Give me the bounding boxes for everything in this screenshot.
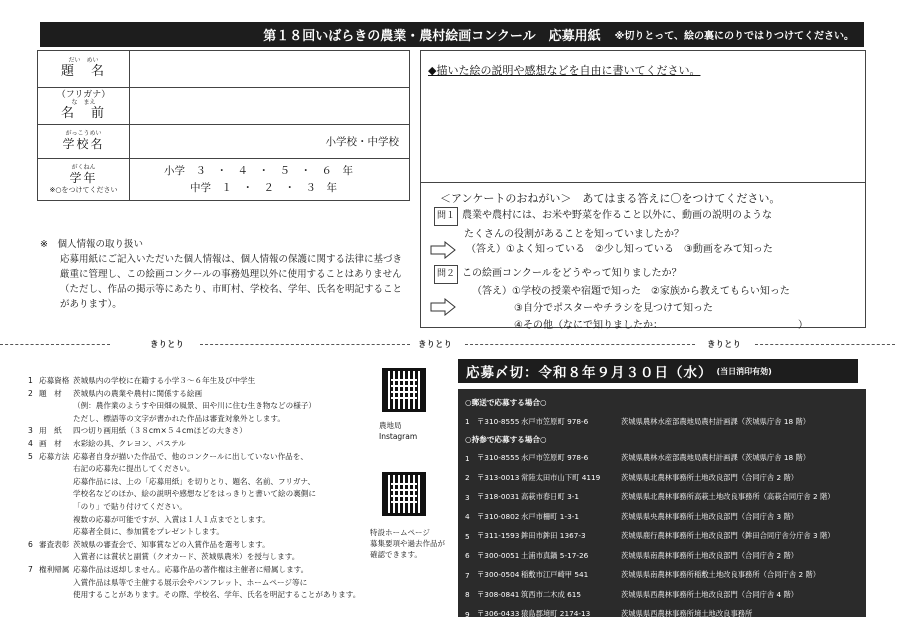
header-banner <box>40 22 864 47</box>
guideline-value: 茨城県内の農業や農村に関係する絵画 <box>73 388 203 398</box>
postal-code: 〒310-0802 <box>477 511 520 521</box>
guideline-number <box>28 413 39 426</box>
guideline-key: 題 材 <box>39 388 62 398</box>
q2-number: 問２ <box>434 265 458 284</box>
title-field[interactable] <box>130 51 410 88</box>
privacy-heading: ※ 個人情報の取り扱い <box>40 239 143 250</box>
grade-field[interactable] <box>130 159 410 201</box>
guideline-value: 応募作品は返却しません。応募作品の著作権は主催者に帰属します。 <box>73 564 309 574</box>
guideline-key: 画 材 <box>39 438 62 448</box>
office-name: 茨城県県北農林事務所土地改良部門（合同庁舎 2 階） <box>621 472 799 482</box>
qr-label-1b: Instagram <box>379 432 418 441</box>
form-title: 第１８回いばらきの農業・農村絵画コンクール 応募用紙 <box>263 29 601 44</box>
qr-label-2c: 確認できます。 <box>370 550 422 559</box>
address-row <box>465 507 859 527</box>
guideline-value: 四つ切り画用紙（３８cm×５４cmほどの大きさ） <box>73 426 247 436</box>
guideline-key: 権利帰属 <box>39 564 70 574</box>
guideline-row <box>28 375 388 388</box>
guideline-value: （例：農作業のようすや田畑の風景、田や川に住む生き物などの様子） <box>73 401 316 411</box>
q2-text: この絵画コンクールをどうやって知りましたか？ <box>462 268 682 279</box>
postal-code: 〒310-8555 <box>477 416 520 426</box>
guideline-key <box>39 400 73 413</box>
q1-number: 問１ <box>434 207 458 226</box>
entry-form <box>37 50 410 201</box>
address-row <box>465 488 859 508</box>
postal-code: 〒300-0051 <box>477 550 520 560</box>
office-name: 茨城県農林水産部農地局農村計画課（茨城県庁舎 18 階） <box>621 453 811 463</box>
guideline-number: 1 <box>28 376 33 385</box>
title-label-cell <box>38 51 130 88</box>
office-name: 茨城県鹿行農林事務所土地改良部門（鉾田合同庁舎分庁舎 3 階） <box>621 531 835 541</box>
guideline-number: 5 <box>28 451 33 461</box>
guideline-number: 2 <box>28 388 33 398</box>
guideline-number: 4 <box>28 438 33 448</box>
street-address: 土浦市真鍋 5-17-26 <box>521 550 589 560</box>
qr-label-2b: 募集要項や過去作品が <box>370 539 445 548</box>
grade-elementary[interactable]: 小学 ３ ・ ４ ・ ５ ・ ６ 年 <box>164 164 353 177</box>
street-address: 水戸市笠原町 978-6 <box>521 416 589 426</box>
office-name: 茨城県農林水産部農地局農村計画課（茨城県庁舎 18 階） <box>621 416 811 426</box>
deadline-banner <box>458 359 858 383</box>
office-name: 茨城県県央農林事務所土地改良部門（合同庁舎 3 階） <box>621 511 799 521</box>
address-row <box>465 527 859 547</box>
office-name: 茨城県県北農林事務所高萩土地改良事務所（高萩合同庁舎 2 階） <box>621 492 835 502</box>
guideline-number <box>28 551 39 564</box>
guideline-number <box>28 514 39 527</box>
guideline-number: 7 <box>28 564 33 574</box>
postal-code: 〒311-1593 <box>477 531 520 541</box>
office-name: 茨城県県西農林事務所土地改良部門（合同庁舎 4 階） <box>621 589 799 599</box>
address-index: 8 <box>465 590 470 600</box>
free-comment-prompt: ◆描いた絵の説明や感想などを自由に書いてください。 <box>428 64 701 77</box>
form-instruction: ※切りとって、絵の裏にのりではりつけてください。 <box>614 31 854 42</box>
cut-line <box>0 344 110 345</box>
guideline-row <box>28 388 388 401</box>
guideline-row <box>28 551 388 564</box>
qr-label-website <box>370 527 445 560</box>
guideline-value: ただし、標語等の文字が書かれた作品は審査対象外とします。 <box>73 413 286 423</box>
address-row <box>465 468 859 488</box>
address-index: 4 <box>465 512 470 522</box>
address-row <box>465 585 859 605</box>
bring-heading: ○持参で応募する場合○ <box>465 434 547 444</box>
address-row <box>465 605 859 625</box>
name-field[interactable] <box>130 88 410 125</box>
guideline-number <box>28 476 39 489</box>
guideline-key <box>39 413 73 426</box>
street-address: 高萩市春日町 3-1 <box>521 492 580 502</box>
guideline-value: 入賞者には賞状と副賞（クオカード、茨城県農米）を授与します。 <box>73 552 300 562</box>
guideline-row <box>28 438 388 451</box>
address-row <box>465 412 859 432</box>
title-label: 題 名 <box>60 63 106 79</box>
address-row <box>465 546 859 566</box>
cut-label: きりとり <box>707 340 742 350</box>
guideline-number <box>28 488 39 501</box>
guideline-row <box>28 514 388 527</box>
guideline-value: 応募作品には、上の「応募用紙」を切りとり、題名、名前、フリガナ、 <box>73 476 316 486</box>
name-label-cell <box>38 88 130 125</box>
address-index: 2 <box>465 473 470 483</box>
deadline-text: 応募〆切：令和８年９月３０日（水） <box>466 365 713 381</box>
q2-answer-line1[interactable]: （答え）①学校の授業や宿題で知った ②家族から教えてもらい知った <box>472 286 790 297</box>
mail-address-list <box>465 412 859 432</box>
qr-code-website[interactable] <box>382 472 426 516</box>
postal-code: 〒308-0841 <box>477 589 520 599</box>
street-address: 水戸市笠原町 978-6 <box>521 453 589 463</box>
guideline-row <box>28 526 388 539</box>
arrow-right-icon <box>430 241 456 259</box>
address-index: 3 <box>465 492 470 502</box>
cut-label: きりとり <box>150 340 185 350</box>
guideline-row <box>28 400 388 413</box>
privacy-notice <box>40 237 410 312</box>
office-name: 茨城県県南農林事務所土地改良部門（合同庁舎 2 階） <box>621 550 799 560</box>
guideline-number <box>28 463 39 476</box>
question-2 <box>434 265 682 284</box>
guideline-key <box>39 476 73 489</box>
street-address: 猿島郡境町 2174-13 <box>521 609 591 619</box>
deadline-note: (当日消印有効) <box>716 366 772 376</box>
street-address: 鉾田市鉾田 1367-3 <box>521 531 586 541</box>
survey-title: ＜アンケートのおねがい＞ あてはまる答えに〇をつけてください。 <box>440 192 781 205</box>
name-label: 名 前 <box>60 106 106 122</box>
guideline-key <box>39 514 73 527</box>
address-index: 7 <box>465 570 470 580</box>
qr-label-1a: 農地局 <box>379 421 402 430</box>
guideline-value: 使用することがあります。その際、学校名、学年、氏名を明記することがあります。 <box>73 590 361 600</box>
guideline-value: 水彩絵の具、クレヨン、パステル <box>73 438 186 448</box>
postal-code: 〒318-0031 <box>477 492 520 502</box>
guideline-key: 審査表彰 <box>39 539 70 549</box>
guideline-number <box>28 526 39 539</box>
street-address: 筑西市二木成 615 <box>521 589 582 599</box>
grade-label: 学年 <box>69 171 98 186</box>
guideline-row <box>28 463 388 476</box>
postal-code: 〒310-8555 <box>477 453 520 463</box>
guideline-value: 茨城県の審査会で、知事賞などの入賞作品を選考します。 <box>73 539 270 549</box>
divider <box>421 182 865 183</box>
street-address: 常陸太田市山下町 4119 <box>521 472 601 482</box>
postal-code: 〒300-0504 <box>477 570 520 580</box>
guideline-row <box>28 564 388 577</box>
grade-junior-high[interactable]: 中学 １ ・ ２ ・ ３ 年 <box>190 181 337 194</box>
title-ruby: だい めい <box>68 57 99 65</box>
grade-ruby: がくねん <box>71 164 96 172</box>
q1-text-line1: 農業や農村には、お米や野菜を作ること以外に、動画の説明のような <box>462 210 773 221</box>
address-row <box>465 566 859 586</box>
grade-note: ※○をつけてください <box>49 185 118 194</box>
qr-label-instagram <box>379 420 417 442</box>
guideline-key: 応募資格 <box>39 376 70 385</box>
cut-line <box>755 344 895 345</box>
guideline-key <box>39 463 73 476</box>
q2-answer-options[interactable] <box>472 283 808 334</box>
office-name: 茨城県県南農林事務所稲敷土地改良事務所（合同庁舎 2 階） <box>621 570 820 580</box>
q1-answer-options[interactable]: （答え）①よく知っている ②少し知っている ③動画をみて知った <box>466 244 773 255</box>
guideline-key <box>39 488 73 501</box>
address-index: 1 <box>465 417 470 427</box>
guideline-value: 「のり」で貼り付けてください。 <box>73 501 187 511</box>
guideline-key <box>39 501 73 514</box>
guideline-row <box>28 589 388 602</box>
qr-label-2a: 特設ホームページ <box>370 528 430 537</box>
guideline-key <box>39 551 73 564</box>
guideline-key: 応募方法 <box>39 451 70 461</box>
guideline-number: 3 <box>28 426 33 436</box>
guideline-value: 入賞作品は県等で主催する展示会やパンフレット、ホームページ等に <box>73 577 308 587</box>
application-guidelines <box>28 375 388 602</box>
guideline-row <box>28 425 388 438</box>
q1-text-line2: たくさんの役割があることを知っていましたか？ <box>464 229 684 240</box>
guideline-key: 用 紙 <box>39 426 62 436</box>
guideline-number <box>28 577 39 590</box>
qr-code-instagram[interactable] <box>382 368 426 412</box>
school-suffix: 小学校・中学校 <box>325 136 399 148</box>
privacy-body: 応募用紙にご記入いただいた個人情報は、個人情報の保護に関する法律に基づき厳重に管理し、この絵画コンクールの事務処理以外に使用することはありません（ただし、作品の掲示等にあたり、市町村、学校名、学年、氏名を明記することがあります）。 <box>60 254 403 310</box>
cut-line <box>465 344 695 345</box>
guideline-row <box>28 577 388 590</box>
question-1 <box>434 207 854 243</box>
address-index: 9 <box>465 609 470 619</box>
guideline-row <box>28 413 388 426</box>
guideline-number: 6 <box>28 539 33 549</box>
guideline-value: 応募者全員に、参加賞をプレゼントします。 <box>73 527 224 537</box>
guideline-row <box>28 476 388 489</box>
q2-answer-line2[interactable]: ③自分でポスターやチラシを見つけて知った <box>514 303 713 314</box>
school-label-cell <box>38 125 130 159</box>
postal-code: 〒313-0013 <box>477 472 520 482</box>
cut-line <box>200 344 410 345</box>
guideline-value: 右記の応募先に提出してください。 <box>73 464 195 474</box>
guideline-value: 応募者自身が描いた作品で、他のコンクールに出していない作品を、 <box>73 451 308 461</box>
school-ruby: がっこうめい <box>65 130 102 138</box>
guideline-key <box>39 526 73 539</box>
guideline-value: 複数の応募が可能ですが、入賞は１人１点までとします。 <box>73 514 270 524</box>
guideline-number <box>28 501 39 514</box>
grade-label-cell <box>38 159 130 201</box>
school-field[interactable] <box>130 125 410 159</box>
address-index: 6 <box>465 551 470 561</box>
guideline-number <box>28 589 39 602</box>
cut-label: きりとり <box>418 340 453 350</box>
address-row <box>465 449 859 469</box>
mail-heading: ○郵送で応募する場合○ <box>465 398 547 407</box>
submission-addresses <box>458 389 866 617</box>
guideline-row <box>28 488 388 501</box>
street-address: 水戸市柵町 1-3-1 <box>521 511 579 521</box>
guideline-value: 学校名などのほか、絵の説明や感想などをはっきりと書いて絵の裏側に <box>73 489 316 499</box>
guideline-key <box>39 589 73 602</box>
school-label: 学校名 <box>62 137 105 152</box>
guideline-row <box>28 501 388 514</box>
bring-address-list <box>465 449 859 625</box>
guideline-value: 茨城県内の学校に在籍する小学３～６年生及び中学生 <box>73 376 256 385</box>
name-ruby: な まえ <box>71 99 96 107</box>
guideline-row <box>28 451 388 464</box>
address-index: 1 <box>465 453 470 463</box>
address-index: 5 <box>465 531 470 541</box>
q2-answer-line3[interactable]: ④その他（なにで知りましたか： ） <box>514 320 808 331</box>
postal-code: 〒306-0433 <box>477 609 520 619</box>
guideline-number <box>28 400 39 413</box>
arrow-right-icon <box>430 298 456 316</box>
guideline-row <box>28 539 388 552</box>
guideline-key <box>39 577 73 590</box>
street-address: 稲敷市江戸崎甲 541 <box>521 570 589 580</box>
office-name: 茨城県県西農林事務所境土地改良事務所 <box>621 609 753 619</box>
furigana-label: （フリガナ） <box>56 89 111 100</box>
